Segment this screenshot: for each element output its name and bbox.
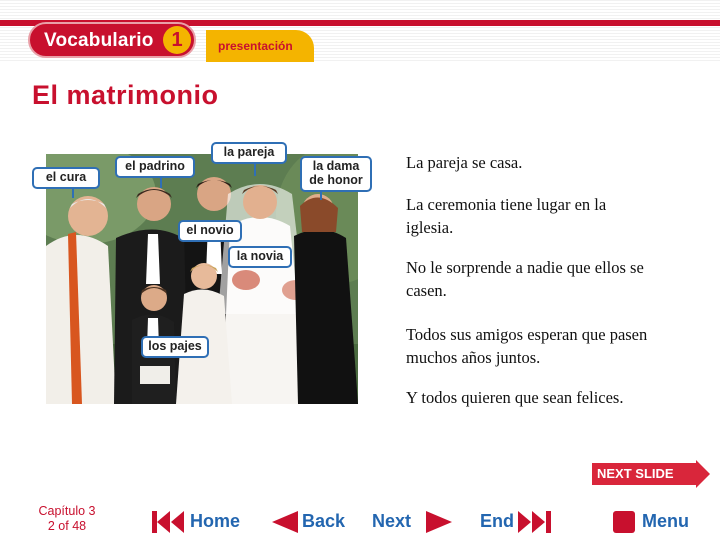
chapter-indicator [33, 504, 101, 534]
presentation-tab [206, 30, 314, 62]
back-arrow-icon [268, 509, 300, 535]
chapter-label: Capítulo 3 [38, 504, 96, 518]
next-slide-button[interactable] [592, 460, 714, 488]
menu-button[interactable] [612, 506, 712, 536]
next-button[interactable] [372, 506, 462, 536]
sentence-1: La pareja se casa. [406, 153, 523, 172]
label-la-pareja: la pareja [211, 142, 287, 164]
menu-label: Menu [642, 511, 689, 531]
home-button[interactable] [150, 506, 250, 536]
menu-square-icon [612, 510, 636, 534]
label-el-novio: el novio [178, 220, 242, 242]
sentence-4: Todos sus amigos esperan que pasen muchos años juntos. [406, 325, 648, 367]
home-label: Home [190, 511, 241, 531]
label-connector-pareja [254, 164, 256, 176]
end-label: End [480, 511, 514, 531]
page-title: El matrimonio [32, 80, 219, 110]
end-icon [516, 509, 556, 535]
next-arrow-icon [424, 509, 456, 535]
header-band [0, 0, 720, 62]
label-connector-cura [72, 188, 74, 198]
label-connector-padrino [160, 178, 162, 188]
back-label: Back [302, 511, 346, 531]
next-slide-label: NEXT SLIDE [597, 466, 674, 481]
next-slide-arrow-icon [696, 460, 710, 488]
label-la-novia: la novia [228, 246, 292, 268]
end-button[interactable] [480, 506, 560, 536]
slide-position: 2 of 48 [47, 519, 87, 533]
sentence-2: La ceremonia tiene lugar en la iglesia. [406, 195, 607, 237]
section-label: Vocabulario [44, 30, 154, 51]
label-el-cura: el cura [32, 167, 100, 189]
next-label: Next [372, 511, 412, 531]
sentence-5: Y todos quieren que sean felices. [406, 388, 624, 407]
section-badge [28, 22, 196, 58]
sentence-3: No le sorprende a nadie que ellos se casen. [406, 258, 644, 300]
label-el-padrino: el padrino [115, 156, 195, 178]
presentation-tab-label: presentación [218, 39, 293, 53]
label-la-dama-de-honor: la dama de honor [300, 156, 372, 192]
label-los-pajes: los pajes [141, 336, 209, 358]
home-icon [150, 509, 186, 535]
back-button[interactable] [268, 506, 358, 536]
section-number: 1 [163, 26, 191, 54]
